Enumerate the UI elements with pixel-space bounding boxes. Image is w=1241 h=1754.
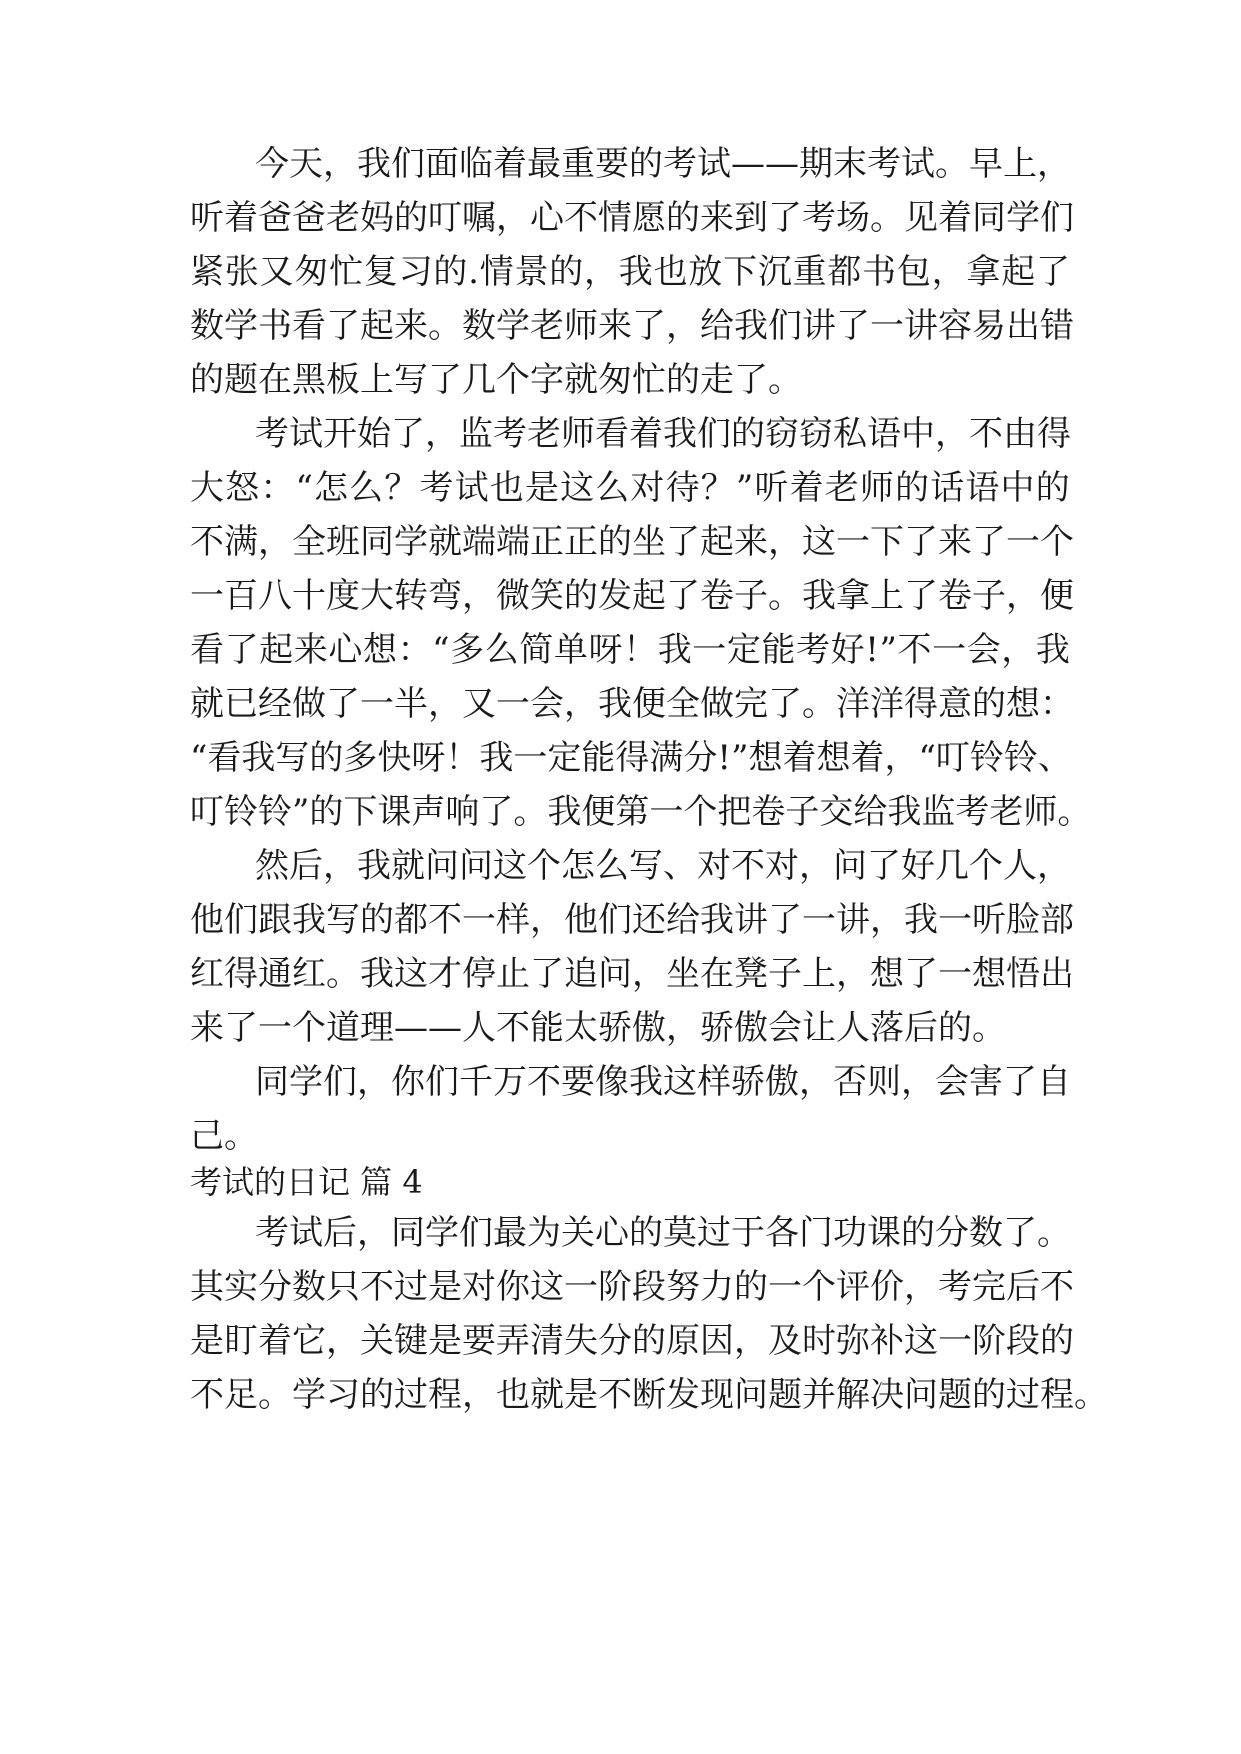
text-line: 看 了 起 来 心 想 ： “ 多 么 简 单 呀 ！ 我 一 定 能 考 好 ! ” 不 一 会 ， 我 — [190, 630, 1070, 670]
text-line: 叮 铃 铃 ” 的 下 课 声 响 了 。 我 便 第 一 个 把 卷 子 交 给 我 监 考 老 师 。 — [190, 792, 1092, 832]
text-line: 同 学 们 ， 你 们 千 万 不 要 像 我 这 样 骄 傲 ， 否 则 ， 会 害 了 自 — [255, 1062, 1071, 1102]
text-line: 不 满 ， 全 班 同 学 就 端 端 正 正 的 坐 了 起 来 ， 这 一 下 了 来 了 一 个 — [190, 522, 1074, 562]
text-line: 听 着 爸 爸 老 妈 的 叮 嘱 ， 心 不 情 愿 的 来 到 了 考 场 。 见 着 同 学 们 — [190, 198, 1074, 238]
text-line: 他 们 跟 我 写 的 都 不 一 样 ， 他 们 还 给 我 讲 了 一 讲 ， 我 一 听 脸 部 — [190, 900, 1074, 940]
text-line: 红 得 通 红 。 我 这 才 停 止 了 追 问 ， 坐 在 凳 子 上 ， 想 了 一 想 悟 出 — [190, 954, 1074, 994]
text-line: 就 已 经 做 了 一 半 ， 又 一 会 ， 我 便 全 做 完 了 。 洋 洋 得 意 的 想 ： — [190, 684, 1074, 724]
text-line: 来了一个道理——人不能太骄傲，骄傲会让人落后的。 — [190, 1008, 1006, 1048]
text-line: 己。 — [190, 1116, 258, 1156]
text-line: 今 天 ， 我 们 面 临 着 最 重 要 的 考 试 — — 期 末 考 试 。 早 上 ， — [255, 144, 1071, 184]
text-line: “ 看 我 写 的 多 快 呀 ！ 我 一 定 能 得 满 分 ! ” 想 着 想 着 ， “ 叮 铃 铃 、 — [190, 738, 1072, 778]
text-line: 考 试 后 ， 同 学 们 最 为 关 心 的 莫 过 于 各 门 功 课 的 分 数 了 。 — [255, 1213, 1071, 1253]
section-heading: 考试的日记 篇 4 — [190, 1163, 423, 1201]
text-line: 是 盯 着 它 ， 关 键 是 要 弄 清 失 分 的 原 因 ， 及 时 弥 补 这 一 阶 段 的 — [190, 1321, 1074, 1361]
text-line: 数 学 书 看 了 起 来 。 数 学 老 师 来 了 ， 给 我 们 讲 了 一 讲 容 易 出 错 — [190, 306, 1074, 346]
text-line: 不 足 。 学 习 的 过 程 ， 也 就 是 不 断 发 现 问 题 并 解 决 问 题 的 过 程 。 — [190, 1375, 1108, 1415]
text-line: 考 试 开 始 了 ， 监 考 老 师 看 着 我 们 的 窃 窃 私 语 中 ， 不 由 得 — [255, 414, 1071, 454]
text-line: 紧 张 又 匆 忙 复 习 的 . 情 景 的 ， 我 也 放 下 沉 重 都 书 包 ， 拿 起 了 — [190, 252, 1070, 292]
text-line: 其 实 分 数 只 不 过 是 对 你 这 一 阶 段 努 力 的 一 个 评 价 ， 考 完 后 不 — [190, 1267, 1074, 1307]
text-line: 大 怒 ： “ 怎 么 ？ 考 试 也 是 这 么 对 待 ？ ” 听 着 老 师 的 话 语 中 的 — [190, 468, 1070, 508]
text-line: 然 后 ， 我 就 问 问 这 个 怎 么 写 、 对 不 对 ， 问 了 好 几 个 人 ， — [255, 846, 1071, 886]
text-line: 的题在黑板上写了几个字就匆忙的走了。 — [190, 360, 802, 400]
text-line: 一 百 八 十 度 大 转 弯 ， 微 笑 的 发 起 了 卷 子 。 我 拿 上 了 卷 子 ， 便 — [190, 576, 1074, 616]
